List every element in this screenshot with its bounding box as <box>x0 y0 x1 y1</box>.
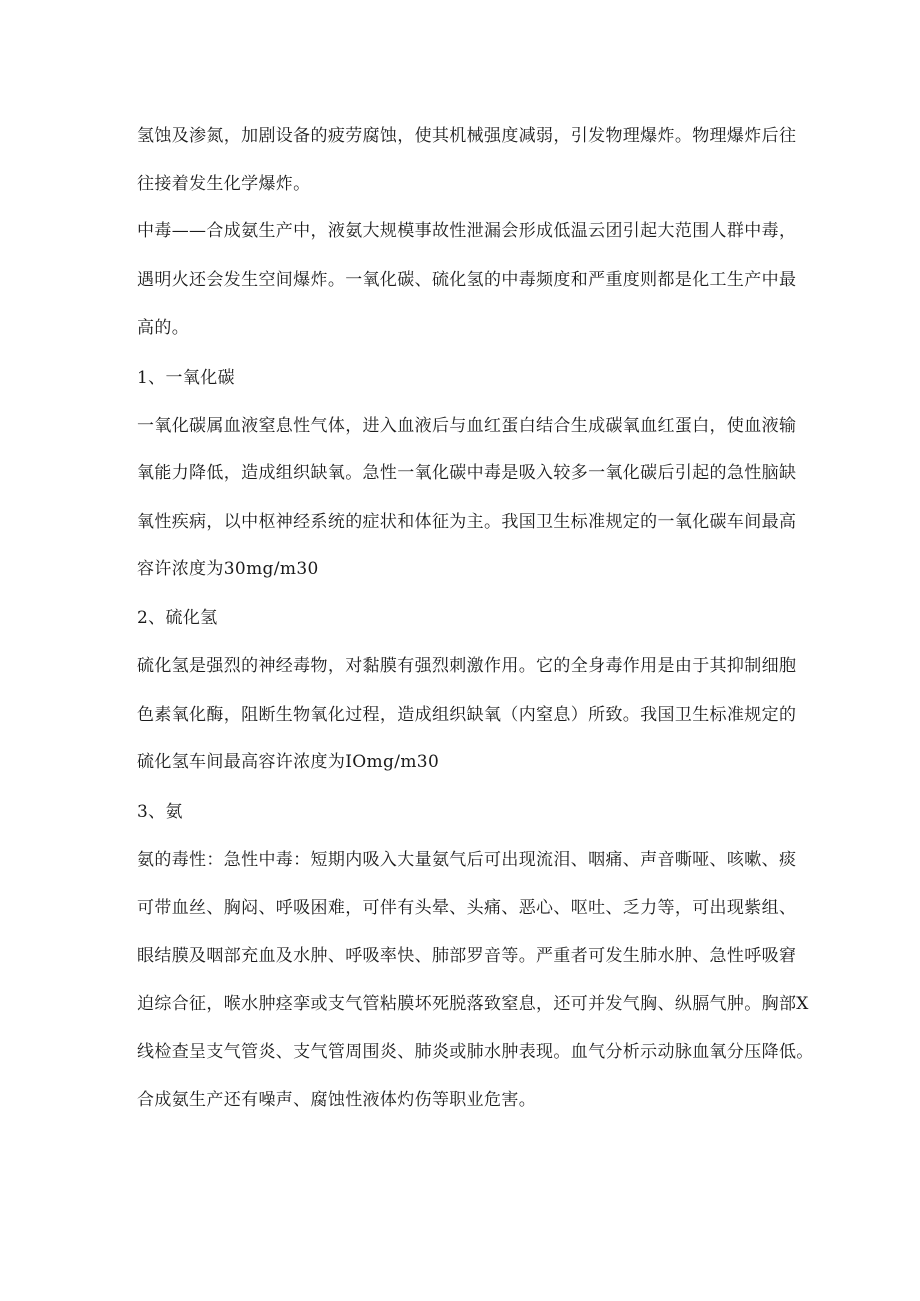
text-line: 氨的毒性：急性中毒：短期内吸入大量氨气后可出现流泪、咽痛、声音嘶哑、咳嗽、痰 <box>137 850 797 870</box>
text-line: 氢蚀及渗氮，加剧设备的疲劳腐蚀，使其机械强度减弱，引发物理爆炸。物理爆炸后往 <box>137 126 797 146</box>
text-line: 氧性疾病，以中枢神经系统的症状和体征为主。我国卫生标准规定的一氧化碳车间最高 <box>137 512 797 532</box>
text-line: 中毒——合成氨生产中，液氨大规模事故性泄漏会形成低温云团引起大范围人群中毒， <box>137 221 797 241</box>
text-line: 往接着发生化学爆炸。 <box>137 174 311 194</box>
text-line: 硫化氢是强烈的神经毒物，对黏膜有强烈刺激作用。它的全身毒作用是由于其抑制细胞 <box>137 656 797 676</box>
text-line: 色素氧化酶，阻断生物氧化过程，造成组织缺氧（内窒息）所致。我国卫生标准规定的 <box>137 705 797 725</box>
text-line: 迫综合征，喉水肿痉挛或支气管粘膜坏死脱落致窒息，还可并发气胸、纵膈气肿。胸部X <box>137 994 809 1014</box>
text-line: 线检查呈支气管炎、支气管周围炎、肺炎或肺水肿表现。血气分析示动脉血氧分压降低。 <box>137 1042 814 1062</box>
section-heading: 1、一氧化碳 <box>137 368 235 388</box>
text-line: 高的。 <box>137 318 190 338</box>
text-line: 硫化氢车间最高容许浓度为IOmg/m30 <box>137 752 440 772</box>
text-line: 合成氨生产还有噪声、腐蚀性液体灼伤等职业危害。 <box>137 1090 537 1110</box>
section-heading: 2、硫化氢 <box>137 608 218 628</box>
text-line: 遇明火还会发生空间爆炸。一氧化碳、硫化氢的中毒频度和严重度则都是化工生产中最 <box>137 270 797 290</box>
text-line: 眼结膜及咽部充血及水肿、呼吸率快、肺部罗音等。严重者可发生肺水肿、急性呼吸窘 <box>137 946 797 966</box>
text-line: 可带血丝、胸闷、呼吸困难，可伴有头晕、头痛、恶心、呕吐、乏力等，可出现紫组、 <box>137 898 797 918</box>
text-line: 氧能力降低，造成组织缺氧。急性一氧化碳中毒是吸入较多一氧化碳后引起的急性脑缺 <box>137 463 797 483</box>
text-line: 一氧化碳属血液窒息性气体，进入血液后与血红蛋白结合生成碳氧血红蛋白，使血液输 <box>137 416 797 436</box>
section-heading: 3、氨 <box>137 802 183 822</box>
text-line: 容许浓度为30mg/m30 <box>137 559 319 579</box>
